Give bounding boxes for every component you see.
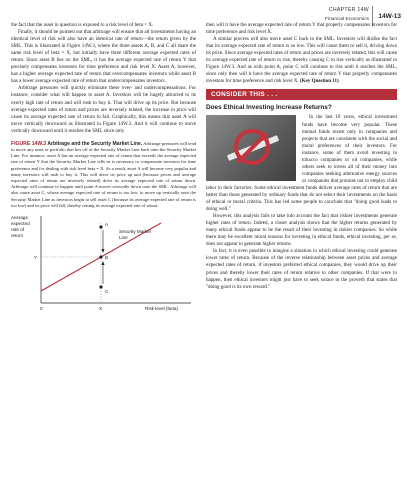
chapter-label: CHAPTER 14W xyxy=(328,7,369,13)
paragraph: Arbitrage pressures will quickly eliminate these over- and undercompensations. For instance, consider what will happen to asset A. Investors will be hugely attracted to its overly high rate of return and will rush to buy it. That will drive up its price. But because average expected rates of return and prices are inversely related, the increase in price will cause its average expected rate of return to fall. Graphically, this means that asset A will move vertically downward as illustrated in Figure 14W.3. And it will continue to move vertically downward until it reaches the SML since only xyxy=(11,85,196,134)
paragraph: the fact that the asset in question is exposed to a risk level of beta = X. xyxy=(11,22,154,28)
section-label: Financial Economics xyxy=(325,17,369,22)
paragraph: However, this analysis fails to take into account the fact that riskier investments generate higher rates of return. Indeed, a closer analysis shows that the higher returns generated by many ethical funds appear to be the result of their investing in riskier companies. So while there may be excellent moral reasons for investing in ethical funds, ethical investing, per se, does not appear to generate higher returns. xyxy=(206,213,397,248)
paragraph: In fact, it is even possible to imagine a situation in which ethical investing could generate lower rates of return. Because of the inverse relationship between asset prices and average expected rates of return, if investors preferred ethical companies, they would drive up their prices and thereby lower their rates of return relative to other companies. If that were to happen, then ethical investors might just have to seek solace in the proverb that states that "doing good is its own reward." xyxy=(206,248,397,290)
figure-label: FIGURE 14W.3 xyxy=(11,140,47,147)
page-number: 14W-13 xyxy=(378,13,401,20)
arrow-c-head xyxy=(102,261,105,265)
paragraph: Finally, it should be pointed out that arbitrage will ensure that all investments having an identical level of risk will also have an identical rate of return—the return given by the SML. This is illustrated in Figure 14W.3, where the three assets A, B, and C all share the same risk level of beta = X, but initially have three different average expected rates of return. Since asset B lies on the SML, it has the average expected rate of return Y that precisely compensates investors for time preference and risk level X. Asset A, however, has a higher average expected rate of return that overcompensates investors while asset B has a lower average expected rate of return that undercompensates investors. xyxy=(11,29,196,85)
figure-caption xyxy=(11,141,196,209)
point-b-label: B xyxy=(105,254,109,260)
x-tick-label-x: X xyxy=(99,305,103,311)
consider-this-body xyxy=(206,114,397,290)
x-tick-label-origin: 0 xyxy=(40,305,43,311)
point-a-label: A xyxy=(105,221,109,227)
figure-heading: Arbitrage and the Security Market Line. xyxy=(47,140,143,147)
figure-caption-text: Arbitrage pressures will tend to move any asset or portfolio that lies off of the Security Market Line back onto the Security Market Line. For instance, asset A has an average expected rate of return that exceeds the average expected rate of return Y that the Security Market Line tells us is necessary to compensate investors for time preference and for dealing with risk level beta = X. As a result, asset A will become very popular and many investors will rush to buy it. This will drive its price up and (because prices and average expected rates of return are inversely related) drive its average expected rate of return down. Arbitrage will continue to happen until point A moves vertically down onto the SML. Arbitrage will also cause asset C, whose average expected rate of return is too low, to move up vertically onto the Security Market Line as investors begin to sell asset C (because its average expected rate of return is too low) and its price will fall, thereby raising its average expected rate of return. xyxy=(11,140,196,208)
paragraph: then will it have the average expected rate of return Y that properly compensates investors for time preference and risk level X. xyxy=(206,22,397,36)
sml-chart xyxy=(11,213,196,313)
arrow-a-head xyxy=(102,249,105,253)
y-axis-label-line3: rate of xyxy=(11,226,25,232)
point-c-label: C xyxy=(105,288,109,294)
x-axis-label: Risk level (beta) xyxy=(145,305,178,311)
sml-label-line2: Line xyxy=(119,234,128,240)
consider-this-banner: CONSIDER THIS . . . xyxy=(206,89,397,100)
point-a xyxy=(99,225,102,228)
sml-chart-svg xyxy=(11,213,196,313)
paragraph xyxy=(206,36,397,85)
y-axis-label-line2: expected xyxy=(11,220,30,226)
point-c xyxy=(99,285,102,288)
right-column xyxy=(206,22,397,291)
point-b xyxy=(99,255,102,258)
y-axis-label-line4: return xyxy=(11,232,24,238)
paragraph: In the last 10 years, ethical investment funds have become very popular. These mutual funds invest only in companies and projects that are consistent with the social and moral preferences of their investors. For instance, some of them avoid investing in tobacco companies or oil companies, while others seek to invest all of their money into companies seeking alternative energy sources or companies that promise not to employ child labor in their factories. Some ethical investment funds deliver average rates of return that are better than those generated by ordinary funds that do not select their investments on the basis of ethical or moral criteria. This has led some people to conclude that "doing good leads to doing well." xyxy=(206,114,397,213)
y-axis-label-line1: Average xyxy=(11,214,29,220)
sml-label-line1: Security Market xyxy=(119,228,151,234)
no-smoking-photo xyxy=(206,115,296,181)
y-tick-label: Y xyxy=(34,254,38,260)
left-column xyxy=(11,22,196,313)
paragraph-text: A similar process will also move asset C back to the SML. Investors will dislike the fact that its average expected rate of return is so low. This will cause them to sell it, driving down its price. Since average expected rates of return and prices are inversely related, this will cause its average expected rate of return to rise, thereby causing C to rise vertically as illustrated in Figure 14W.3. And as with point A, point C will continue to rise until it reaches the SML, since only then will it have the average expected rate of return Y that properly compensates investors for time preference and risk level X. xyxy=(206,36,397,85)
key-question-link[interactable]: (Key Question 11) xyxy=(300,78,339,85)
consider-this-title: Does Ethical Investing Increase Returns? xyxy=(206,104,332,112)
